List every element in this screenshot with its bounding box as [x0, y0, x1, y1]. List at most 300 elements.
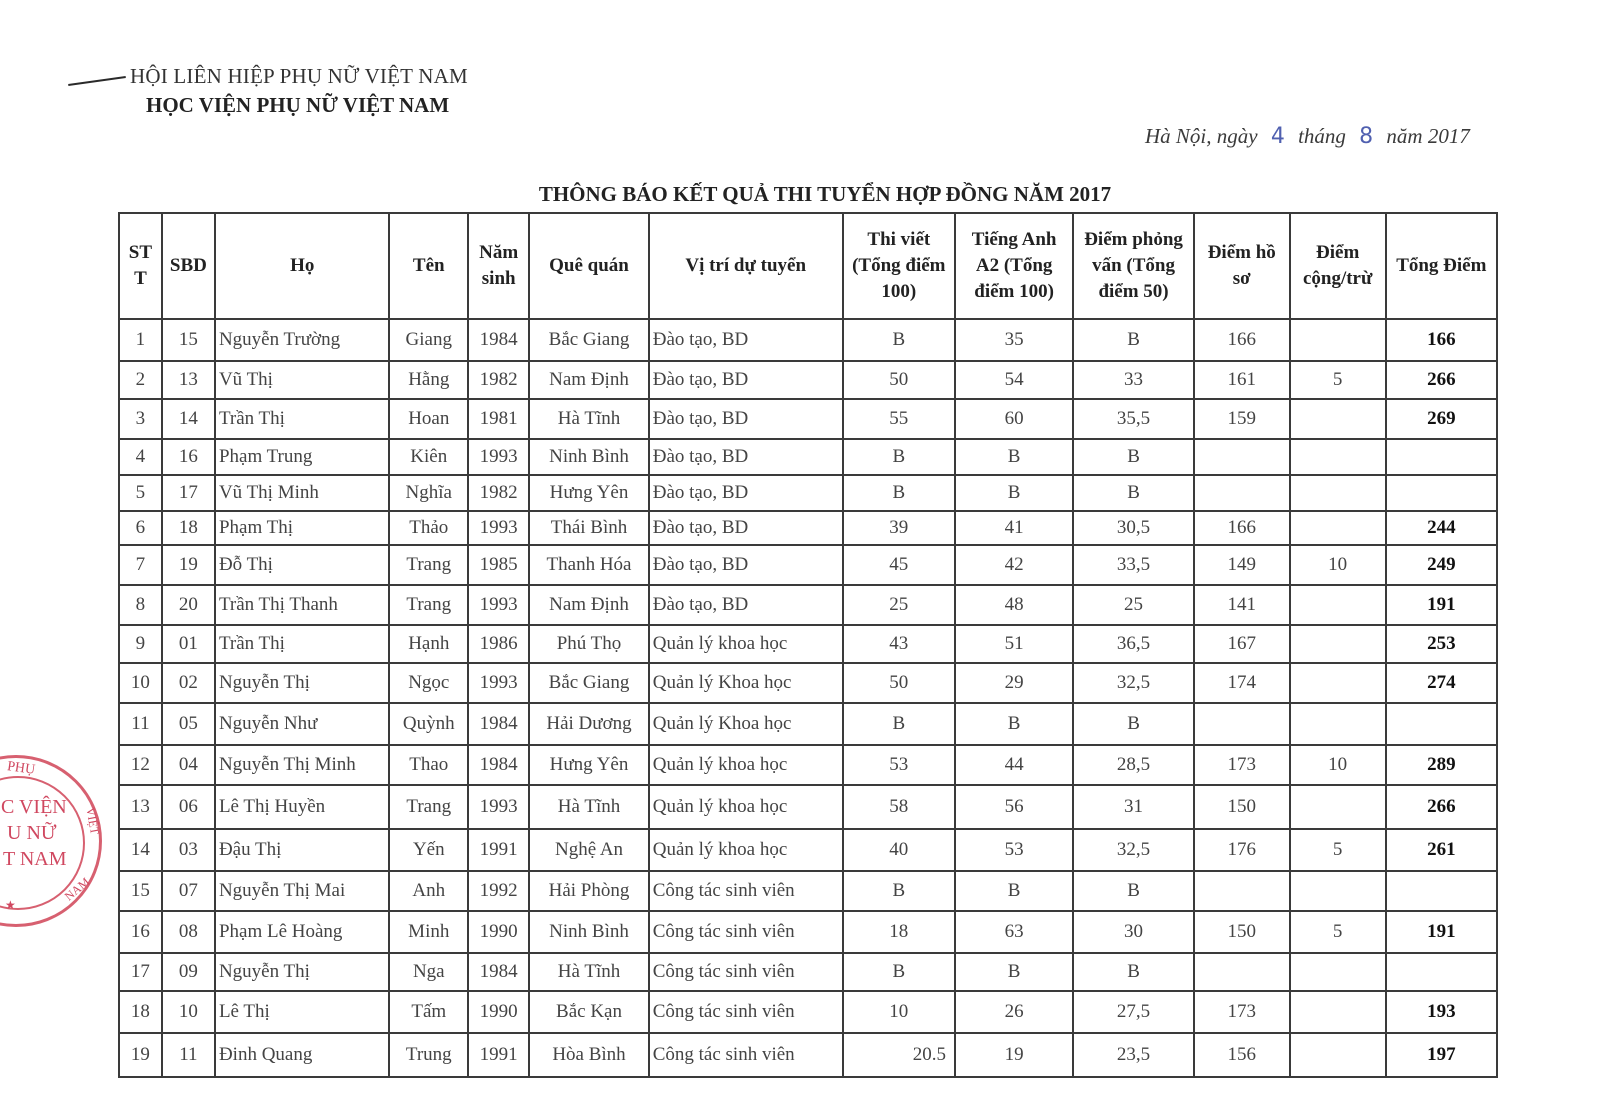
table-row	[119, 439, 1497, 475]
cell-tong-diem: 269	[1386, 399, 1497, 439]
table-row	[119, 785, 1497, 829]
cell-vi-tri: Quản lý khoa học	[649, 829, 843, 871]
cell-vi-tri: Công tác sinh viên	[649, 991, 843, 1033]
cell-thi-viet: 55	[843, 399, 955, 439]
cell-ho: Lê Thị	[215, 991, 390, 1033]
cell-tong-diem: 266	[1386, 785, 1497, 829]
cell-tieng-anh: 54	[955, 361, 1073, 399]
table-row	[119, 663, 1497, 703]
cell-tieng-anh: B	[955, 871, 1073, 911]
cell-que-quan: Thanh Hóa	[529, 545, 648, 585]
cell-thi-viet: B	[843, 703, 955, 745]
cell-ten: Hằng	[389, 361, 468, 399]
cell-que-quan: Nam Định	[529, 361, 648, 399]
cell-phong-van: 32,5	[1073, 829, 1193, 871]
seal-text: U NỮ	[7, 822, 57, 844]
cell-sbd: 18	[162, 511, 215, 545]
cell-tieng-anh: 60	[955, 399, 1073, 439]
cell-ho: Vũ Thị	[215, 361, 390, 399]
red-seal-stamp	[0, 755, 102, 927]
cell-tieng-anh: B	[955, 475, 1073, 511]
cell-ho: Đỗ Thị	[215, 545, 390, 585]
cell-vi-tri: Đào tạo, BD	[649, 399, 843, 439]
cell-ho: Lê Thị Huyền	[215, 785, 390, 829]
cell-cong-tru	[1290, 511, 1386, 545]
table-row	[119, 703, 1497, 745]
cell-nam-sinh: 1986	[468, 625, 529, 663]
seal-text: VIỆT	[83, 806, 102, 836]
cell-tieng-anh: 35	[955, 319, 1073, 361]
cell-cong-tru	[1290, 1033, 1386, 1077]
cell-nam-sinh: 1984	[468, 745, 529, 785]
cell-que-quan: Ninh Bình	[529, 911, 648, 953]
cell-tieng-anh: 51	[955, 625, 1073, 663]
cell-ten: Hạnh	[389, 625, 468, 663]
table-row	[119, 585, 1497, 625]
cell-sbd: 11	[162, 1033, 215, 1077]
cell-phong-van: B	[1073, 475, 1193, 511]
cell-ten: Thảo	[389, 511, 468, 545]
table-row	[119, 625, 1497, 663]
cell-ten: Giang	[389, 319, 468, 361]
cell-phong-van: 28,5	[1073, 745, 1193, 785]
cell-ten: Kiên	[389, 439, 468, 475]
cell-sbd: 20	[162, 585, 215, 625]
cell-nam-sinh: 1990	[468, 991, 529, 1033]
cell-sbd: 08	[162, 911, 215, 953]
cell-phong-van: 32,5	[1073, 663, 1193, 703]
cell-stt: 13	[119, 785, 162, 829]
cell-tong-diem	[1386, 703, 1497, 745]
cell-ten: Quỳnh	[389, 703, 468, 745]
cell-ho: Nguyễn Thị	[215, 663, 390, 703]
cell-ten: Trang	[389, 585, 468, 625]
cell-stt: 2	[119, 361, 162, 399]
cell-que-quan: Bắc Giang	[529, 319, 648, 361]
cell-que-quan: Hải Phòng	[529, 871, 648, 911]
cell-ho: Nguyễn Thị	[215, 953, 390, 991]
cell-sbd: 07	[162, 871, 215, 911]
table-header-row	[119, 213, 1497, 319]
cell-cong-tru	[1290, 871, 1386, 911]
cell-tieng-anh: 19	[955, 1033, 1073, 1077]
cell-vi-tri: Công tác sinh viên	[649, 953, 843, 991]
cell-cong-tru: 5	[1290, 911, 1386, 953]
cell-tieng-anh: B	[955, 439, 1073, 475]
table-body	[119, 319, 1497, 1077]
cell-vi-tri: Quản lý khoa học	[649, 785, 843, 829]
table-row	[119, 511, 1497, 545]
cell-nam-sinh: 1993	[468, 511, 529, 545]
table-row	[119, 399, 1497, 439]
cell-phong-van: 33,5	[1073, 545, 1193, 585]
cell-vi-tri: Công tác sinh viên	[649, 911, 843, 953]
cell-cong-tru	[1290, 399, 1386, 439]
cell-tieng-anh: B	[955, 953, 1073, 991]
cell-ten: Minh	[389, 911, 468, 953]
cell-vi-tri: Đào tạo, BD	[649, 511, 843, 545]
table-row	[119, 745, 1497, 785]
cell-ten: Trang	[389, 545, 468, 585]
header-col-thi-viet: Thi viết (Tổng điểm 100)	[843, 213, 955, 319]
cell-que-quan: Hải Dương	[529, 703, 648, 745]
cell-ho-so: 176	[1194, 829, 1290, 871]
cell-sbd: 17	[162, 475, 215, 511]
cell-tieng-anh: B	[955, 703, 1073, 745]
cell-stt: 16	[119, 911, 162, 953]
cell-cong-tru	[1290, 663, 1386, 703]
cell-tieng-anh: 42	[955, 545, 1073, 585]
cell-que-quan: Hà Tĩnh	[529, 785, 648, 829]
cell-ho-so: 161	[1194, 361, 1290, 399]
seal-text: T NAM	[3, 848, 67, 870]
header-col-tong-diem: Tổng Điểm	[1386, 213, 1497, 319]
header-col-que-quan: Quê quán	[529, 213, 648, 319]
cell-que-quan: Hòa Bình	[529, 1033, 648, 1077]
cell-vi-tri: Quản lý Khoa học	[649, 663, 843, 703]
cell-stt: 15	[119, 871, 162, 911]
cell-nam-sinh: 1985	[468, 545, 529, 585]
cell-cong-tru: 5	[1290, 361, 1386, 399]
cell-sbd: 13	[162, 361, 215, 399]
cell-phong-van: 35,5	[1073, 399, 1193, 439]
table-row	[119, 953, 1497, 991]
cell-tong-diem: 244	[1386, 511, 1497, 545]
cell-nam-sinh: 1984	[468, 703, 529, 745]
cell-vi-tri: Đào tạo, BD	[649, 545, 843, 585]
org-name: HỌC VIỆN PHỤ NỮ VIỆT NAM	[146, 93, 450, 117]
cell-phong-van: 33	[1073, 361, 1193, 399]
cell-nam-sinh: 1990	[468, 911, 529, 953]
cell-cong-tru	[1290, 585, 1386, 625]
cell-ho-so	[1194, 871, 1290, 911]
cell-vi-tri: Quản lý khoa học	[649, 625, 843, 663]
cell-ho-so: 173	[1194, 991, 1290, 1033]
header-col-phong-van: Điểm phỏng vấn (Tổng điểm 50)	[1073, 213, 1193, 319]
cell-tong-diem	[1386, 439, 1497, 475]
cell-tong-diem: 193	[1386, 991, 1497, 1033]
cell-ho: Nguyễn Thị Minh	[215, 745, 390, 785]
date-prefix: Hà Nội, ngày	[1145, 124, 1258, 148]
date-year: năm 2017	[1386, 124, 1470, 148]
cell-nam-sinh: 1993	[468, 585, 529, 625]
cell-nam-sinh: 1991	[468, 829, 529, 871]
table-row	[119, 545, 1497, 585]
cell-ho-so	[1194, 703, 1290, 745]
cell-stt: 10	[119, 663, 162, 703]
cell-ho: Trần Thị	[215, 625, 390, 663]
cell-ho-so	[1194, 475, 1290, 511]
cell-phong-van: B	[1073, 319, 1193, 361]
cell-stt: 4	[119, 439, 162, 475]
table-row	[119, 871, 1497, 911]
cell-thi-viet: 20.5	[843, 1033, 955, 1077]
cell-ho-so: 150	[1194, 785, 1290, 829]
cell-tong-diem: 249	[1386, 545, 1497, 585]
cell-tong-diem: 253	[1386, 625, 1497, 663]
cell-stt: 9	[119, 625, 162, 663]
cell-thi-viet: 40	[843, 829, 955, 871]
cell-thi-viet: 18	[843, 911, 955, 953]
cell-ho-so: 149	[1194, 545, 1290, 585]
cell-sbd: 02	[162, 663, 215, 703]
cell-ho: Phạm Lê Hoàng	[215, 911, 390, 953]
table-row	[119, 829, 1497, 871]
seal-text: NAM	[61, 874, 93, 904]
cell-ho-so: 166	[1194, 511, 1290, 545]
cell-ten: Hoan	[389, 399, 468, 439]
cell-tong-diem: 289	[1386, 745, 1497, 785]
cell-ho: Nguyễn Như	[215, 703, 390, 745]
cell-ho: Đậu Thị	[215, 829, 390, 871]
table-row	[119, 911, 1497, 953]
cell-ho-so: 156	[1194, 1033, 1290, 1077]
cell-nam-sinh: 1993	[468, 785, 529, 829]
cell-thi-viet: B	[843, 953, 955, 991]
cell-ho-so: 167	[1194, 625, 1290, 663]
cell-nam-sinh: 1982	[468, 475, 529, 511]
cell-tong-diem: 191	[1386, 585, 1497, 625]
cell-cong-tru	[1290, 703, 1386, 745]
cell-ho: Nguyễn Thị Mai	[215, 871, 390, 911]
cell-phong-van: B	[1073, 439, 1193, 475]
cell-tong-diem: 166	[1386, 319, 1497, 361]
cell-cong-tru	[1290, 475, 1386, 511]
cell-sbd: 14	[162, 399, 215, 439]
cell-ho: Trần Thị	[215, 399, 390, 439]
cell-stt: 3	[119, 399, 162, 439]
cell-ten: Nghĩa	[389, 475, 468, 511]
cell-stt: 7	[119, 545, 162, 585]
cell-tong-diem: 261	[1386, 829, 1497, 871]
cell-thi-viet: 43	[843, 625, 955, 663]
table-row	[119, 475, 1497, 511]
cell-stt: 14	[119, 829, 162, 871]
cell-phong-van: B	[1073, 953, 1193, 991]
cell-nam-sinh: 1984	[468, 953, 529, 991]
cell-stt: 1	[119, 319, 162, 361]
cell-tieng-anh: 41	[955, 511, 1073, 545]
cell-vi-tri: Đào tạo, BD	[649, 475, 843, 511]
cell-vi-tri: Đào tạo, BD	[649, 361, 843, 399]
cell-ten: Thao	[389, 745, 468, 785]
cell-ho-so: 173	[1194, 745, 1290, 785]
cell-nam-sinh: 1993	[468, 663, 529, 703]
cell-tieng-anh: 56	[955, 785, 1073, 829]
cell-vi-tri: Đào tạo, BD	[649, 585, 843, 625]
header-col-stt: ST T	[119, 213, 162, 319]
cell-thi-viet: 58	[843, 785, 955, 829]
cell-tong-diem	[1386, 953, 1497, 991]
results-table	[118, 212, 1498, 1078]
cell-tieng-anh: 63	[955, 911, 1073, 953]
cell-sbd: 04	[162, 745, 215, 785]
header-col-ten: Tên	[389, 213, 468, 319]
cell-que-quan: Nghệ An	[529, 829, 648, 871]
cell-vi-tri: Quản lý Khoa học	[649, 703, 843, 745]
cell-tong-diem: 191	[1386, 911, 1497, 953]
cell-ho-so	[1194, 439, 1290, 475]
cell-thi-viet: 25	[843, 585, 955, 625]
cell-thi-viet: 10	[843, 991, 955, 1033]
cell-que-quan: Hưng Yên	[529, 475, 648, 511]
header-col-ho-so: Điểm hồ sơ	[1194, 213, 1290, 319]
cell-thi-viet: 50	[843, 663, 955, 703]
cell-cong-tru: 10	[1290, 745, 1386, 785]
cell-que-quan: Ninh Bình	[529, 439, 648, 475]
cell-ten: Nga	[389, 953, 468, 991]
cell-tieng-anh: 29	[955, 663, 1073, 703]
cell-sbd: 19	[162, 545, 215, 585]
date-month-handwritten: 8	[1359, 124, 1374, 149]
cell-que-quan: Bắc Kạn	[529, 991, 648, 1033]
cell-sbd: 16	[162, 439, 215, 475]
cell-thi-viet: 45	[843, 545, 955, 585]
table-row	[119, 1033, 1497, 1077]
header-col-cong-tru: Điểm cộng/trừ	[1290, 213, 1386, 319]
cell-ten: Yến	[389, 829, 468, 871]
cell-vi-tri: Quản lý khoa học	[649, 745, 843, 785]
cell-cong-tru	[1290, 319, 1386, 361]
cell-sbd: 01	[162, 625, 215, 663]
cell-nam-sinh: 1992	[468, 871, 529, 911]
cell-cong-tru: 10	[1290, 545, 1386, 585]
cell-ho-so: 174	[1194, 663, 1290, 703]
cell-nam-sinh: 1993	[468, 439, 529, 475]
cell-nam-sinh: 1982	[468, 361, 529, 399]
cell-phong-van: 25	[1073, 585, 1193, 625]
cell-thi-viet: B	[843, 439, 955, 475]
header-col-nam-sinh: Năm sinh	[468, 213, 529, 319]
cell-stt: 5	[119, 475, 162, 511]
table-row	[119, 319, 1497, 361]
cell-ten: Trung	[389, 1033, 468, 1077]
cell-sbd: 06	[162, 785, 215, 829]
cell-phong-van: 36,5	[1073, 625, 1193, 663]
cell-ho-so: 166	[1194, 319, 1290, 361]
cell-phong-van: 30,5	[1073, 511, 1193, 545]
date-day-handwritten: 4	[1270, 124, 1285, 149]
cell-ho-so: 159	[1194, 399, 1290, 439]
table-row	[119, 361, 1497, 399]
cell-ten: Ngọc	[389, 663, 468, 703]
cell-stt: 17	[119, 953, 162, 991]
cell-vi-tri: Đào tạo, BD	[649, 319, 843, 361]
cell-ho-so	[1194, 953, 1290, 991]
cell-tong-diem	[1386, 871, 1497, 911]
header-dash-line	[68, 76, 126, 86]
cell-ho: Vũ Thị Minh	[215, 475, 390, 511]
cell-stt: 18	[119, 991, 162, 1033]
cell-thi-viet: B	[843, 475, 955, 511]
cell-phong-van: B	[1073, 703, 1193, 745]
cell-cong-tru	[1290, 439, 1386, 475]
cell-phong-van: 23,5	[1073, 1033, 1193, 1077]
cell-stt: 11	[119, 703, 162, 745]
cell-sbd: 09	[162, 953, 215, 991]
cell-ho: Phạm Thị	[215, 511, 390, 545]
cell-stt: 12	[119, 745, 162, 785]
cell-nam-sinh: 1984	[468, 319, 529, 361]
cell-que-quan: Hà Tĩnh	[529, 399, 648, 439]
cell-sbd: 05	[162, 703, 215, 745]
cell-vi-tri: Đào tạo, BD	[649, 439, 843, 475]
cell-phong-van: 30	[1073, 911, 1193, 953]
cell-ten: Anh	[389, 871, 468, 911]
document-title: THÔNG BÁO KẾT QUẢ THI TUYỂN HỢP ĐỒNG NĂM 2017	[538, 182, 1112, 206]
cell-thi-viet: 53	[843, 745, 955, 785]
cell-vi-tri: Công tác sinh viên	[649, 1033, 843, 1077]
cell-que-quan: Hưng Yên	[529, 745, 648, 785]
cell-nam-sinh: 1981	[468, 399, 529, 439]
cell-cong-tru	[1290, 625, 1386, 663]
date-month-label: tháng	[1298, 124, 1346, 148]
cell-que-quan: Hà Tĩnh	[529, 953, 648, 991]
cell-cong-tru	[1290, 991, 1386, 1033]
cell-que-quan: Bắc Giang	[529, 663, 648, 703]
cell-ho-so: 141	[1194, 585, 1290, 625]
cell-cong-tru	[1290, 953, 1386, 991]
cell-cong-tru	[1290, 785, 1386, 829]
cell-tong-diem: 274	[1386, 663, 1497, 703]
cell-tong-diem: 266	[1386, 361, 1497, 399]
cell-tong-diem: 197	[1386, 1033, 1497, 1077]
seal-text: C VIỆN	[1, 796, 67, 818]
cell-que-quan: Thái Bình	[529, 511, 648, 545]
cell-ho: Phạm Trung	[215, 439, 390, 475]
cell-ho-so: 150	[1194, 911, 1290, 953]
cell-que-quan: Nam Định	[529, 585, 648, 625]
cell-tieng-anh: 26	[955, 991, 1073, 1033]
table-row	[119, 991, 1497, 1033]
cell-ten: Tấm	[389, 991, 468, 1033]
cell-tieng-anh: 44	[955, 745, 1073, 785]
document-date	[1145, 124, 1470, 149]
cell-tong-diem	[1386, 475, 1497, 511]
cell-vi-tri: Công tác sinh viên	[649, 871, 843, 911]
cell-ho: Trần Thị Thanh	[215, 585, 390, 625]
cell-sbd: 15	[162, 319, 215, 361]
cell-phong-van: B	[1073, 871, 1193, 911]
cell-que-quan: Phú Thọ	[529, 625, 648, 663]
cell-sbd: 10	[162, 991, 215, 1033]
seal-star-icon: ★	[5, 898, 16, 912]
cell-thi-viet: B	[843, 319, 955, 361]
cell-stt: 6	[119, 511, 162, 545]
cell-thi-viet: 50	[843, 361, 955, 399]
cell-stt: 8	[119, 585, 162, 625]
cell-tieng-anh: 53	[955, 829, 1073, 871]
cell-phong-van: 31	[1073, 785, 1193, 829]
seal-text: PHỤ	[6, 759, 36, 778]
cell-thi-viet: 39	[843, 511, 955, 545]
cell-tieng-anh: 48	[955, 585, 1073, 625]
cell-stt: 19	[119, 1033, 162, 1077]
header-col-tieng-anh: Tiếng Anh A2 (Tổng điểm 100)	[955, 213, 1073, 319]
cell-ho: Nguyễn Trường	[215, 319, 390, 361]
header-col-vi-tri: Vị trí dự tuyển	[649, 213, 843, 319]
cell-ho: Đinh Quang	[215, 1033, 390, 1077]
header-col-sbd: SBD	[162, 213, 215, 319]
cell-nam-sinh: 1991	[468, 1033, 529, 1077]
cell-ten: Trang	[389, 785, 468, 829]
cell-thi-viet: B	[843, 871, 955, 911]
org-parent-name: HỘI LIÊN HIỆP PHỤ NỮ VIỆT NAM	[130, 64, 468, 88]
header-col-ho: Họ	[215, 213, 390, 319]
cell-sbd: 03	[162, 829, 215, 871]
cell-phong-van: 27,5	[1073, 991, 1193, 1033]
cell-cong-tru: 5	[1290, 829, 1386, 871]
